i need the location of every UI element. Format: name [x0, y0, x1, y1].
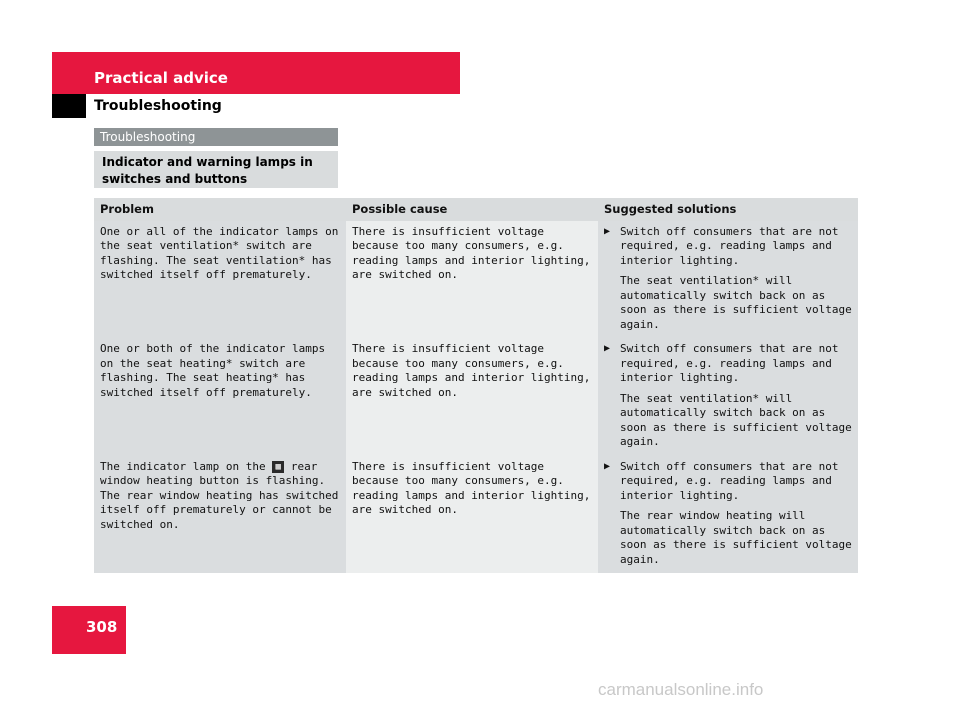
solution-cell — [598, 221, 858, 339]
column-header-solutions: Suggested solutions — [598, 198, 858, 221]
problem-text-end: rear window heating button is flashing. The rear window heating has switched itself off prematurely or cannot be switched on. — [100, 459, 339, 531]
column-header-cause: Possible cause — [346, 198, 598, 221]
cause-cell: There is insufficient voltage because too many consumers, e.g. reading lamps and interior lighting, are switched on. — [346, 456, 598, 574]
table-row — [94, 456, 858, 574]
cause-cell: There is insufficient voltage because too many consumers, e.g. reading lamps and interior lighting, are switched on. — [346, 338, 598, 456]
solution-text: Switch off consumers that are not required, e.g. reading lamps and interior lighting. — [620, 459, 839, 502]
solution-text: Switch off consumers that are not required, e.g. reading lamps and interior lighting. — [620, 342, 839, 384]
triangle-right-icon: ▶ — [604, 225, 611, 237]
watermark: carmanualsonline.info — [598, 680, 764, 699]
table-row — [94, 338, 858, 456]
problem-cell: One or all of the indicator lamps on the seat ventilation* switch are flashing. The seat ventilation* has switched itself off prematurely. — [94, 221, 346, 339]
problem-cell: One or both of the indicator lamps on the seat heating* switch are flashing. The seat heating* has switched itself off prematurely. — [94, 338, 346, 456]
table-row — [94, 221, 858, 339]
triangle-right-icon: ▶ — [604, 343, 611, 354]
solution-note: The seat ventilation* will automatically switch back on as soon as there is sufficient voltage again. — [620, 274, 852, 331]
triangle-right-icon: ▶ — [604, 460, 611, 472]
sidebar-label: Troubleshooting — [94, 128, 338, 146]
troubleshooting-table — [94, 198, 858, 573]
rear-window-heating-icon: ▦ — [272, 461, 284, 473]
problem-text-start: The indicator lamp on the — [100, 459, 266, 473]
solution-text: Switch off consumers that are not required, e.g. reading lamps and interior lighting. — [620, 224, 839, 267]
page-number: 308 — [86, 618, 118, 636]
solution-note: The rear window heating will automatically switch back on as soon as there is sufficient voltage again. — [620, 509, 852, 566]
problem-cell — [94, 456, 346, 574]
column-header-problem: Problem — [94, 198, 346, 221]
cause-cell: There is insufficient voltage because too many consumers, e.g. reading lamps and interior lighting, are switched on. — [346, 221, 598, 339]
solution-cell — [598, 338, 858, 456]
solution-cell — [598, 456, 858, 574]
table-header-row — [94, 198, 858, 221]
section-title: Practical advice — [94, 69, 228, 87]
page-subtitle: Troubleshooting — [94, 98, 222, 114]
solution-note: The seat ventilation* will automatically switch back on as soon as there is sufficient voltage again. — [620, 391, 852, 448]
section-tab — [52, 94, 86, 118]
sidebar-topic: Indicator and warning lamps in switches and buttons — [94, 151, 338, 188]
